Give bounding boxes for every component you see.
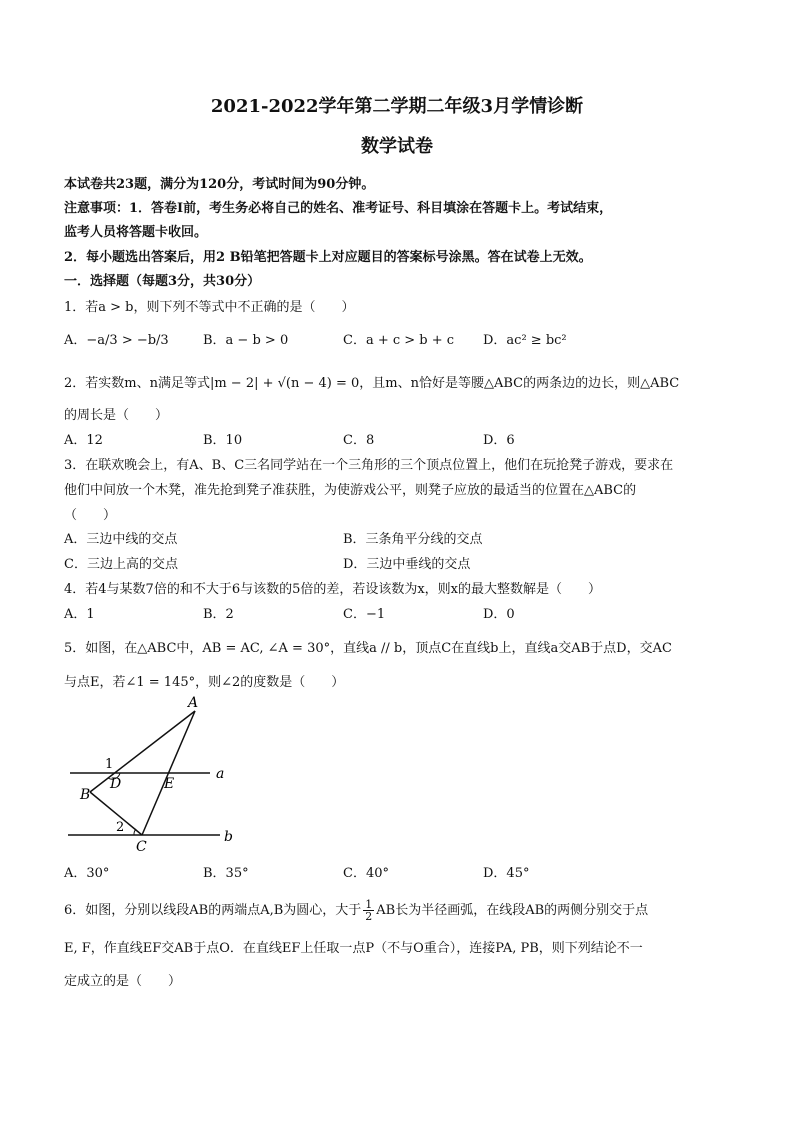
question-5-option-c: C．40° [343,866,389,881]
fraction-one-half [363,899,374,922]
notice-line-2: 注意事项：1．答卷Ⅰ前，考生务必将自己的姓名、准考证号、科目填涂在答题卡上。考试结束， [64,201,613,216]
notice-line-4: 2．每小题选出答案后，用2 B铅笔把答题卡上对应题目的答案标号涂黑。答在试卷上无效。 [64,250,592,265]
label-b-vertex: B [80,787,91,803]
question-2-stem-line-2: 的周长是（ ） [64,408,169,423]
label-e-point: E [164,776,175,792]
question-4-option-a: A．1 [64,607,95,622]
label-a-vertex: A [188,695,199,711]
question-5-figure [60,695,250,855]
question-1-option-a: A．−a/3 > −b/3 [64,333,169,348]
question-1-option-c: C．a + c > b + c [343,333,455,348]
exam-title: 2021-2022学年第二学期二年级3月学情诊断 [210,96,584,117]
label-c-vertex: C [136,839,147,855]
question-2-option-c: C．8 [343,433,375,448]
exam-subtitle: 数学试卷 [361,136,433,157]
question-6-stem-part-1: 6．如图，分别以线段AB的两端点A,B为圆心，大于 [64,903,362,918]
question-1-stem: 1．若a > b，则下列不等式中不正确的是（ ） [64,300,355,315]
label-d-point: D [110,776,122,792]
label-angle-2: 2 [116,820,125,835]
fraction-denominator: 2 [365,910,373,923]
question-2-option-b: B．10 [203,433,243,448]
question-5-stem-line-2: 与点E，若∠1 = 145°，则∠2的度数是（ ） [64,675,345,690]
label-line-b: b [224,829,233,845]
notice-line-1: 本试卷共23题，满分为120分，考试时间为90分钟。 [64,177,375,192]
label-angle-1: 1 [105,757,114,772]
angle-2-arc [134,829,136,835]
question-3-option-b: B．三条角平分线的交点 [343,532,483,547]
question-6-stem-part-2: AB长为半径画弧，在线段AB的两侧分别交于点 [376,903,649,918]
question-3-stem-line-1: 3．在联欢晚会上，有A、B、C三名同学站在一个三角形的三个顶点位置上，他们在玩抢凳子游戏，要求在 [64,458,674,473]
question-6-stem-line-3: 定成立的是（ ） [64,974,182,989]
section-1-title: 一．选择题（每题3分，共30分） [64,274,261,289]
question-4-option-c: C．−1 [343,607,386,622]
question-3-stem-line-3: （ ） [64,508,117,523]
question-5-option-d: D．45° [483,866,530,881]
segment-ab [90,711,195,792]
question-4-option-b: B．2 [203,607,234,622]
question-2-option-a: A．12 [64,433,103,448]
notice-line-3: 监考人员将答题卡收回。 [64,225,208,240]
question-5-stem-line-1: 5．如图，在△ABC中，AB = AC, ∠A = 30°，直线a // b，顶点C在直线b上，直线a交AB于点D，交AC [64,641,672,656]
fraction-numerator: 1 [365,898,373,911]
question-2-option-d: D．6 [483,433,515,448]
question-2-stem-line-1: 2．若实数m、n满足等式|m − 2| + √(n − 4) = 0，且m、n恰好是等腰△ABC的两条边的边长，则△ABC [64,376,680,391]
question-5-option-b: B．35° [203,866,249,881]
question-3-option-c: C．三边上高的交点 [64,557,178,572]
question-5-option-a: A．30° [64,866,110,881]
question-1-option-d: D．ac² ≥ bc² [483,333,567,348]
question-6-stem-line-2: E, F，作直线EF交AB于点O．在直线EF上任取一点P（不与O重合），连接PA, PB，则下列结论不一 [64,941,643,956]
label-line-a: a [216,766,225,782]
question-1-option-b: B．a − b > 0 [203,333,289,348]
question-3-option-d: D．三边中垂线的交点 [343,557,471,572]
question-4-option-d: D．0 [483,607,515,622]
question-3-option-a: A．三边中线的交点 [64,532,178,547]
question-3-stem-line-2: 他们中间放一个木凳，准先抢到凳子准获胜，为使游戏公平，则凳子应放的最适当的位置在△ABC的 [64,483,637,498]
question-6-stem-line-1 [64,899,648,922]
question-4-stem: 4．若4与某数7倍的和不大于6与该数的5倍的差，若设该数为x，则x的最大整数解是（ ） [64,582,602,597]
